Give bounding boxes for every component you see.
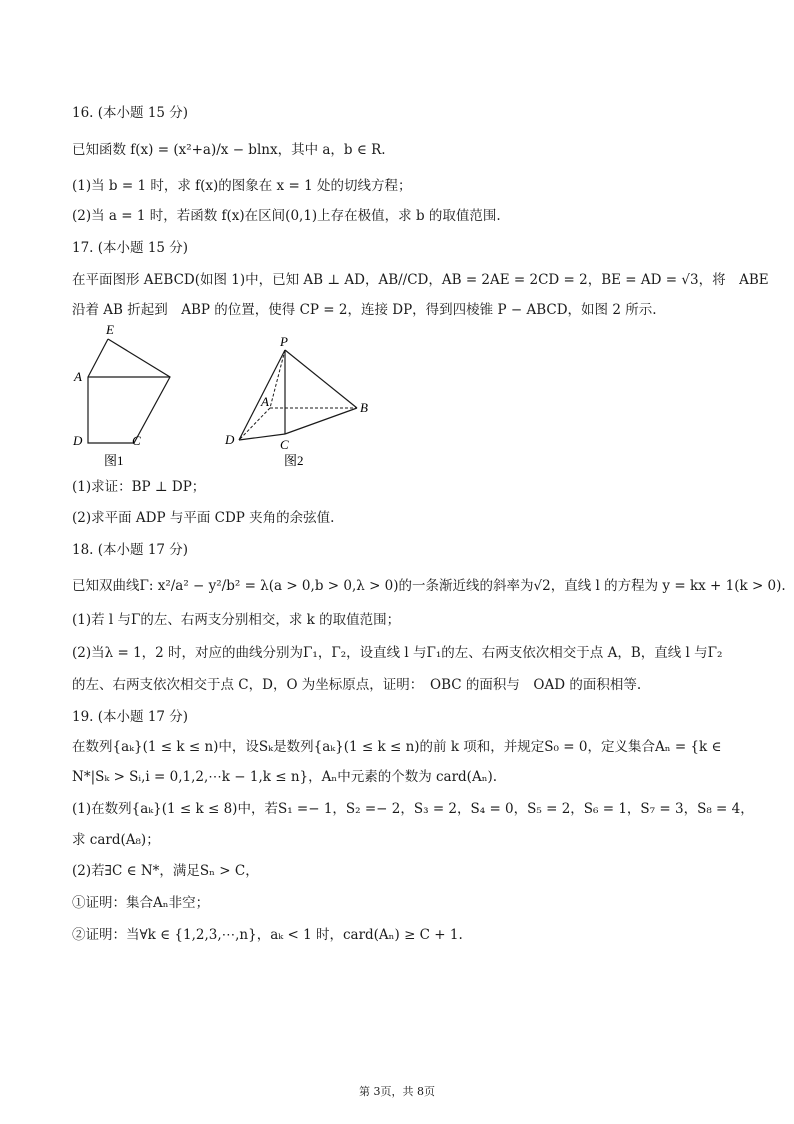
fig1-label-e: E (106, 322, 114, 337)
q18-part1: (1)若 l 与Γ的左、右两支分别相交，求 k 的取值范围； (72, 612, 401, 628)
figure-1 (70, 322, 190, 472)
q19-part1-line1: (1)在数列{aₖ}(1 ≤ k ≤ 8)中，若S₁ =− 1，S₂ =− 2，S₃ = 2，S₄ = 0，S₅ = 2，S₆ = 1，S₇ = 3，S₈ = 4， (72, 801, 754, 817)
fig2-hidden-pa (270, 350, 285, 408)
q19-heading: 19. (本小题 17 分) (72, 709, 189, 725)
q19-sub1: ①证明：集合Aₙ非空； (72, 895, 210, 911)
q16-part1: (1)当 b = 1 时，求 f(x)的图象在 x = 1 处的切线方程； (72, 178, 412, 194)
fig2-label-c: C (280, 437, 289, 452)
q16-heading: 16. (本小题 15 分) (72, 105, 189, 121)
fig1-edges (88, 339, 170, 443)
fig1-label-a: A (74, 369, 82, 384)
page-footer: 第 3页，共 8页 (359, 1085, 435, 1098)
q19-sub2: ②证明：当∀k ∈ {1,2,3,⋯,n}，aₖ < 1 时，card(Aₙ) ≥ C + 1. (72, 927, 463, 943)
fig2-label-d: D (225, 432, 235, 447)
q18-part2-line2: 的左、右两支依次相交于点 C，D，O 为坐标原点，证明： OBC 的面积与 OAD 的面积相等. (72, 677, 642, 693)
q18-stem: 已知双曲线Γ: x²/a² − y²/b² = λ(a > 0,b > 0,λ > 0)的一条渐近线的斜率为√2，直线 l 的方程为 y = kx + 1(k > 0). (72, 578, 786, 594)
fig2-edge-cb (285, 408, 357, 434)
fig1-label-d: D (73, 433, 83, 448)
q18-heading: 18. (本小题 17 分) (72, 542, 189, 558)
q17-part2: (2)求平面 ADP 与平面 CDP 夹角的余弦值. (72, 510, 335, 526)
q18-part2-line1: (2)当λ = 1，2 时，对应的曲线分别为Γ₁，Γ₂，设直线 l 与Γ₁的左、右两支依次相交于点 A，B，直线 l 与Γ₂ (72, 645, 723, 661)
q17-stem-line2: 沿着 AB 折起到 ABP 的位置，使得 CP = 2，连接 DP，得到四棱锥 P − ABCD，如图 2 所示. (72, 302, 657, 318)
q16-part2: (2)当 a = 1 时，若函数 f(x)在区间(0,1)上存在极值，求 b 的取值范围. (72, 208, 501, 224)
fig2-caption: 图2 (284, 453, 304, 468)
fig2-label-b: B (360, 400, 368, 415)
fig2-label-a: A (261, 394, 269, 409)
fig1-label-c: C (132, 433, 141, 448)
q17-heading: 17. (本小题 15 分) (72, 240, 189, 256)
fig2-hidden-ad (239, 408, 270, 440)
fig2-edge-dc (239, 434, 285, 440)
q17-stem-line1: 在平面图形 AEBCD(如图 1)中，已知 AB ⊥ AD，AB//CD，AB = 2AE = 2CD = 2，BE = AD = √3，将 ABE (72, 272, 769, 288)
q17-part1: (1)求证：BP ⊥ DP； (72, 479, 206, 495)
figure-2 (220, 330, 380, 470)
q16-stem: 已知函数 f(x) = (x²+a)/x − blnx，其中 a，b ∈ R. (72, 142, 386, 158)
q19-part2: (2)若∃C ∈ N*，满足Sₙ > C， (72, 863, 259, 879)
fig1-caption: 图1 (104, 453, 124, 468)
fig2-label-p: P (280, 334, 288, 349)
q19-stem-line1: 在数列{aₖ}(1 ≤ k ≤ n)中，设Sₖ是数列{aₖ}(1 ≤ k ≤ n)的前 k 项和，并规定S₀ = 0，定义集合Aₙ = {k ∈ (72, 739, 722, 755)
q19-stem-line2: N*|Sₖ > Sᵢ,i = 0,1,2,⋯k − 1,k ≤ n}，Aₙ中元素的个数为 card(Aₙ). (72, 769, 498, 785)
fig2-edge-pb (285, 350, 357, 408)
q19-part1-line2: 求 card(A₈)； (72, 832, 160, 848)
